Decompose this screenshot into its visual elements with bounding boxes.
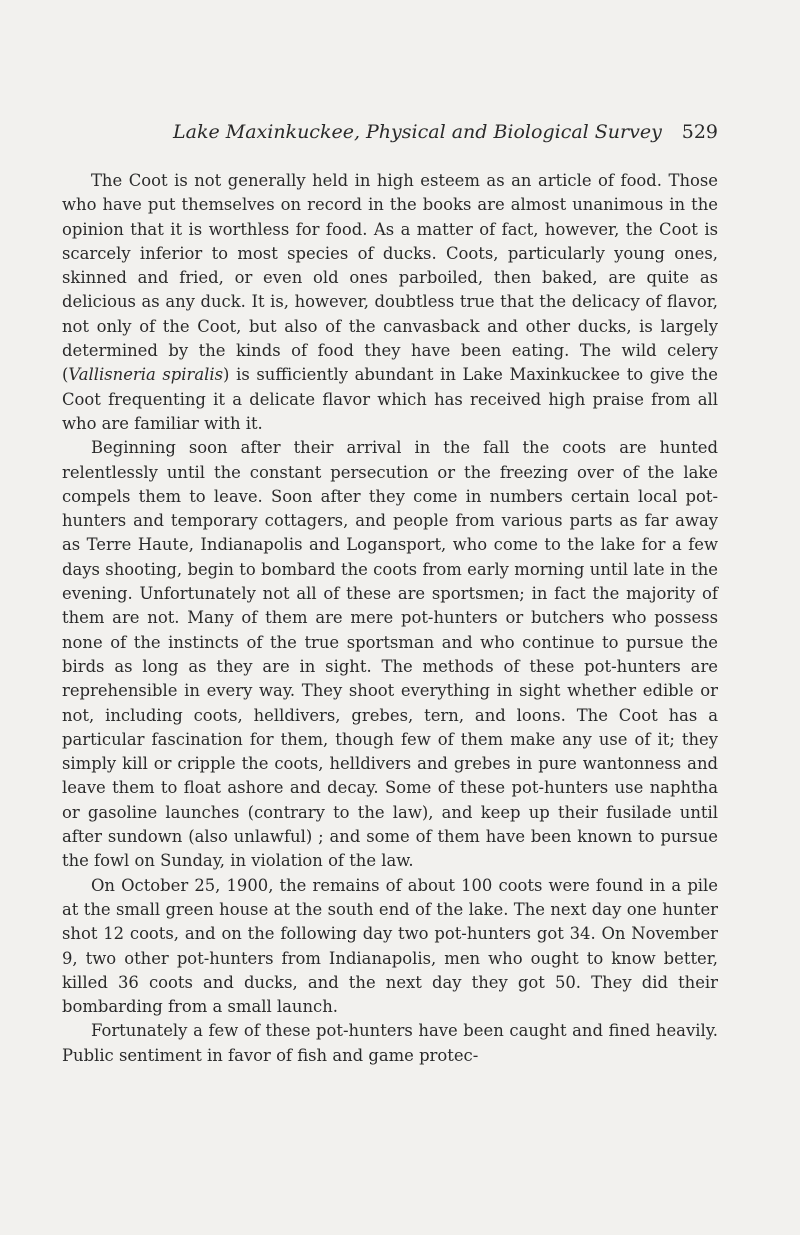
- paragraph-october-records: On October 25, 1900, the remains of about 100 coots were found in a pile at the small green house at the south end of the lake. The next day one hunter shot 12 coots, and on the following day two pot-hunters got 34. On November 9, two other pot-hunters from Indianapolis, men who ought to know better, killed 36 coots and ducks, and the next day they got 50. They did their bombarding from a small launch.: [62, 875, 718, 1017]
- paragraph-coot-as-food: [62, 169, 718, 436]
- paragraph-fines: Fortunately a few of these pot-hunters have been caught and fined heavily. Public sentiment in favor of fish and game protec-: [62, 1021, 718, 1065]
- species-name: Vallisneria spiralis: [68, 365, 224, 385]
- running-head-title: Lake Maxinkuckee, Physical and Biological Survey: [173, 121, 662, 143]
- page-number: 529: [681, 121, 718, 143]
- running-head: [173, 117, 718, 147]
- paragraph-text: The Coot is not generally held in high esteem as an article of food. Those who have put themselves on record in the books are almost unanimous in the opinion that it is worthless for food. As a matter of fact, however, the Coot is scarcely inferior to most species of ducks. Coots, particularly young ones, skinned and fried, or even old ones parboiled, then baked, are quite as delicious as any duck. It is, however, doubtless true that the delicacy of flavor, not only of the Coot, but also of the canvasback and other ducks, is largely determined by the kinds of food they have been eating. The wild celery (: [62, 171, 718, 385]
- paragraph-text: ) is sufficiently abundant in Lake Maxinkuckee to give the Coot frequenting it a delicate flavor which has received high praise from all who are familiar with it.: [62, 365, 718, 433]
- paragraph-hunting: Beginning soon after their arrival in the fall the coots are hunted relentlessly until the constant persecution or the freezing over of the lake compels them to leave. Soon after they come in numbers certain local pot-hunters and temporary cottagers, and people from various parts as far away as Terre Haute, Indianapolis and Logansport, who come to the lake for a few days shooting, begin to bombard the coots from early morning until late in the evening. Unfortunately not all of these are sportsmen; in fact the majority of them are not. Many of them are mere pot-hunters or butchers who possess none of the instincts of the true sportsman and who continue to pursue the birds as long as they are in sight. The methods of these pot-hunters are reprehensible in every way. They shoot everything in sight whether edible or not, including coots, helldivers, grebes, tern, and loons. The Coot has a particular fascination for them, though few of them make any use of it; they simply kill or cripple the coots, helldivers and grebes in pure wantonness and leave them to float ashore and decay. Some of these pot-hunters use naphtha or gasoline launches (contrary to the law), and keep up their fusilade until after sundown (also unlawful) ; and some of them have been known to pursue the fowl on Sunday, in violation of the law.: [62, 438, 718, 871]
- body-text: [62, 169, 718, 1068]
